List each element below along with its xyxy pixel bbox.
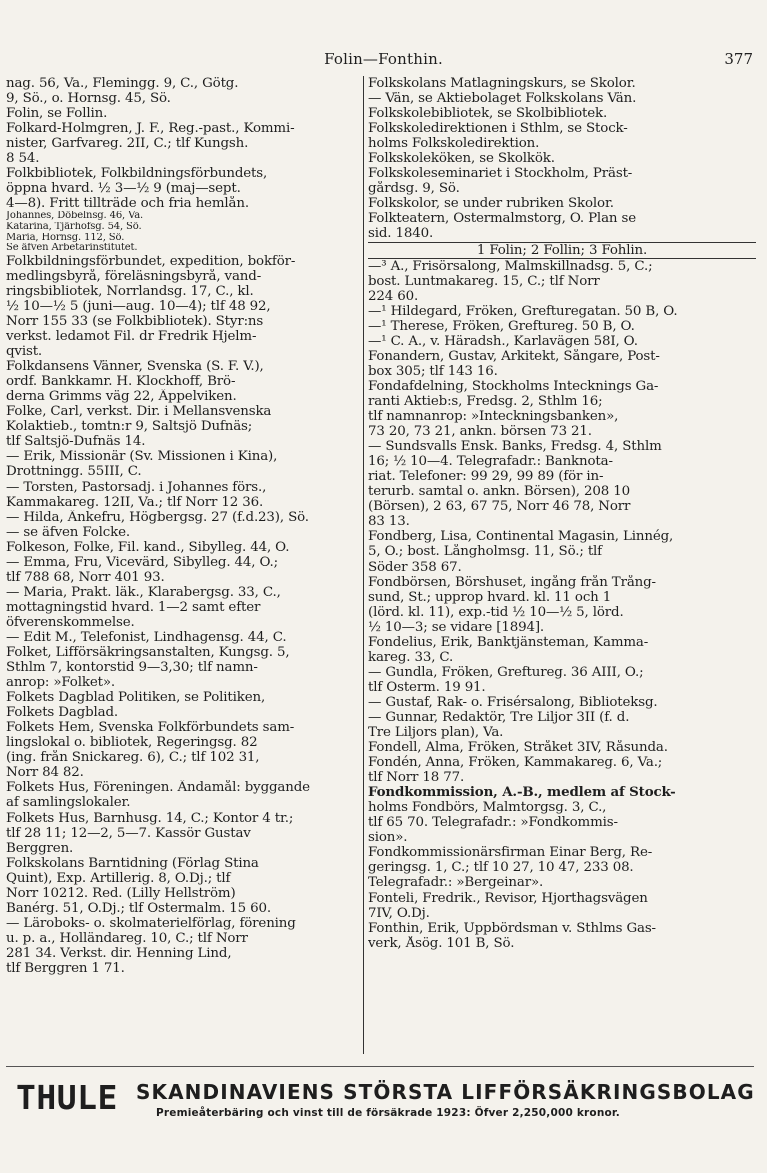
directory-entry-line: (lörd. kl. 11), exp.-tid ½ 10—½ 5, lörd.	[368, 604, 624, 620]
page-number: 377	[724, 50, 753, 68]
directory-entry-line: —¹ Therese, Fröken, Greftureg. 50 B, Ö.	[368, 318, 635, 334]
directory-entry-line: — Erik, Missionär (Sv. Missionen i Kina),	[6, 449, 278, 465]
directory-entry-line: 4—8). Fritt tillträde och fria hemlån.	[6, 196, 249, 212]
directory-entry-line: Fondafdelning, Stockholms Intecknings Ga-	[368, 378, 659, 394]
directory-entry-line: Folkets Hus, Föreningen. Ändamål: byggande	[6, 780, 310, 796]
directory-entry-line: tlf Saltsjö-Dufnäs 14.	[6, 434, 146, 450]
directory-entry-line: bost. Luntmakareg. 15, C.; tlf Norr	[368, 273, 600, 289]
directory-entry-line: Drottningg. 55III, C.	[6, 464, 142, 480]
directory-entry-line: tlf Norr 18 77.	[368, 770, 465, 786]
directory-entry-line: Fondell, Alma, Fröken, Stråket 3IV, Råsunda.	[368, 740, 668, 756]
brand-subline: Premieåterbäring och vinst till de försäkrade 1923: Öfver 2,250,000 kronor.	[156, 1107, 620, 1119]
directory-entry-line: 16; ½ 10—4. Telegrafadr.: Banknota-	[368, 454, 613, 470]
directory-entry-line: ½ 10—3; se vidare [1894].	[368, 619, 545, 635]
column-divider	[363, 76, 364, 1054]
directory-entry-line: 5, Ö.; bost. Långholmsg. 11, Sö.; tlf	[368, 544, 602, 560]
directory-entry-line: Katarina, Tjärhofsg. 54, Sö.	[6, 222, 142, 233]
directory-entry-line: Banérg. 51, Ö.Dj.; tlf Östermalm. 15 60.	[6, 900, 271, 916]
directory-entry-line: — Torsten, Pastorsadj. i Johannes förs.,	[6, 479, 267, 495]
directory-entry-line: 224 60.	[368, 288, 419, 304]
directory-entry-line: — Hilda, Änkefru, Högbergsg. 27 (f.d.23), Sö.	[6, 509, 309, 525]
directory-entry-line: terurb. samtal o. ankn. Börsen), 208 10	[368, 484, 630, 500]
directory-entry-line: Norr 10212. Red. (Lilly Hellström)	[6, 885, 236, 901]
directory-entry-line: — Sundsvalls Ensk. Banks, Fredsg. 4, Sthlm	[368, 439, 662, 455]
directory-entry-line: — se äfven Folcke.	[6, 524, 131, 540]
directory-entry-line: lingslokal o. bibliotek, Regeringsg. 82	[6, 735, 258, 751]
directory-entry-line: tlf Berggren 1 71.	[6, 961, 125, 976]
footer-rule	[6, 1066, 754, 1067]
directory-entry-line: Fonthin, Erik, Uppbördsman v. Sthlms Gas-	[368, 920, 656, 936]
directory-entry-line: Fonandern, Gustav, Arkitekt, Sångare, Post-	[368, 348, 660, 364]
directory-entry-line: Fonteli, Fredrik., Revisor, Hjorthagsvägen	[368, 890, 648, 906]
directory-entry-line: (Börsen), 2 63, 67 75, Norr 46 78, Norr	[368, 499, 631, 515]
directory-entry-line: nister, Garfvareg. 2II, C.; tlf Kungsh.	[6, 136, 249, 152]
directory-entry-line: tlf Österm. 19 91.	[368, 679, 486, 695]
directory-entry-line: holms Fondbörs, Malmtorgsg. 3, C.,	[368, 800, 607, 816]
directory-entry-line: — Maria, Prakt. läk., Klarabergsg. 33, C.,	[6, 584, 281, 600]
directory-entry-line: gårdsg. 9, Sö.	[368, 181, 460, 197]
directory-entry-line: kareg. 33, C.	[368, 649, 454, 665]
directory-entry-line: —¹ Hildegard, Fröken, Grefturegatan. 50 B, Ö.	[368, 303, 678, 319]
directory-entry-line: —¹ C. A., v. Häradsh., Karlavägen 58I, Ö.	[368, 333, 638, 349]
directory-entry-line: Folkbibliotek, Folkbildningsförbundets,	[6, 166, 268, 182]
directory-entry-line: Fondbörsen, Börshuset, ingång från Trång-	[368, 574, 656, 590]
directory-entry-line: 9, Sö., o. Hornsg. 45, Sö.	[6, 91, 171, 107]
directory-entry-line: Norr 155 33 (se Folkbibliotek). Styr:ns	[6, 313, 264, 329]
directory-entry-line: ½ 10—½ 5 (juni—aug. 10—4); tlf 48 92,	[6, 298, 271, 314]
directory-entry-line: Tre Liljors plan), Va.	[368, 725, 504, 741]
advertisement-footer	[16, 1076, 756, 1136]
directory-entry-line: Kolaktieb., tomtn:r 9, Saltsjö Dufnäs;	[6, 419, 253, 435]
directory-entry-line: Folkeson, Folke, Fil. kand., Sibylleg. 44, Ö.	[6, 539, 290, 555]
directory-entry-line: Maria, Hornsg. 112, Sö.	[6, 232, 125, 243]
directory-entry-line: —³ A., Frisörsalong, Malmskillnadsg. 5, C.;	[368, 258, 653, 274]
directory-entry-line: mottagningstid hvard. 1—2 samt efter	[6, 599, 261, 615]
directory-entry-line: Folkskolans Barntidning (Förlag Stina	[6, 855, 259, 871]
directory-entry-line: Folkets Dagblad.	[6, 705, 119, 721]
directory-entry-line: — Gunnar, Redaktör, Tre Liljor 3II (f. d.	[368, 709, 630, 725]
directory-entry-line: 73 20, 73 21, ankn. börsen 73 21.	[368, 424, 592, 440]
directory-entry-line: verkst. ledamot Fil. dr Fredrik Hjelm-	[6, 329, 257, 345]
directory-entry-line: — Gustaf, Rak- o. Frisérsalong, Biblioteksg.	[368, 694, 658, 710]
directory-entry-line: Johannes, Döbelnsg. 46, Va.	[6, 211, 144, 222]
directory-entry-line: Fondkommissionärsfirman Einar Berg, Re-	[368, 845, 653, 861]
directory-entry-line: tlf 28 11; 12—2, 5—7. Kassör Gustav	[6, 825, 251, 841]
directory-entry-line: Folkskolans Matlagningskurs, se Skolor.	[368, 76, 636, 91]
directory-entry-line: Folkbildningsförbundet, expedition, bokför-	[6, 253, 296, 269]
directory-entry-line: ordf. Bankkamr. H. Klockhoff, Brö-	[6, 374, 236, 390]
directory-entry-line: Folkskoleseminariet i Stockholm, Präst-	[368, 166, 633, 182]
directory-entry-line: ranti Aktieb:s, Fredsg. 2, Sthlm 16;	[368, 393, 603, 409]
directory-entry-line: 1 Folin; 2 Follin; 3 Fohlin.	[368, 243, 756, 259]
directory-entry-line: Folkets Dagblad Politiken, se Politiken,	[6, 690, 266, 706]
directory-entry-line: Sthlm 7, kontorstid 9—3,30; tlf namn-	[6, 660, 258, 676]
directory-entry-line: Folkets Hem, Svenska Folkförbundets sam-	[6, 720, 295, 736]
directory-entry-line: Folkskoledirektionen i Sthlm, se Stock-	[368, 121, 628, 137]
directory-entry-line: 83 13.	[368, 514, 410, 530]
directory-entry-line: derna Grimms väg 22, Äppelviken.	[6, 389, 237, 405]
directory-entry-line: Folke, Carl, verkst. Dir. i Mellansvenska	[6, 404, 272, 420]
directory-entry-line: tlf 788 68, Norr 401 93.	[6, 569, 165, 585]
directory-entry-line: Folkets Hus, Barnhusg. 14, C.; Kontor 4 tr.;	[6, 810, 294, 826]
directory-entry-line: öppna hvard. ½ 3—½ 9 (maj—sept.	[6, 181, 241, 197]
directory-entry-line: Folkskolebibliotek, se Skolbibliotek.	[368, 106, 608, 122]
directory-entry-line: Berggren.	[6, 840, 74, 856]
directory-entry-line: 8 54.	[6, 151, 40, 167]
directory-entry-line: Folkdansens Vänner, Svenska (S. F. V.),	[6, 359, 264, 375]
directory-entry-line: sid. 1840.	[368, 226, 756, 242]
directory-entry-line: — Emma, Fru, Vicevärd, Sibylleg. 44, Ö.;	[6, 554, 278, 570]
brand-slogan: SKANDINAVIENS STÖRSTA LIFFÖRSÄKRINGSBOLAG	[136, 1080, 755, 1104]
directory-entry-line: Folkard-Holmgren, J. F., Reg.-past., Kommi-	[6, 121, 295, 137]
left-column	[6, 76, 362, 1046]
directory-entry-line: 281 34. Verkst. dir. Henning Lind,	[6, 945, 232, 961]
right-column	[368, 76, 756, 1046]
brand-name: THULE	[16, 1078, 118, 1117]
directory-entry-line: Se äfven Arbetarinstitutet.	[6, 243, 138, 254]
directory-entry-line: Telegrafadr.: »Bergeinar».	[368, 875, 544, 891]
directory-entry-line: af samlingslokaler.	[6, 795, 131, 811]
directory-entry-line: Fondén, Anna, Fröken, Kammakareg. 6, Va.;	[368, 755, 663, 771]
directory-entry-line: u. p. a., Holländareg. 10, C.; tlf Norr	[6, 930, 248, 946]
directory-entry-line: — Läroboks- o. skolmaterielförlag, förening	[6, 915, 296, 931]
directory-entry-line: — Edit M., Telefonist, Lindhagensg. 44, C.	[6, 629, 287, 645]
directory-entry-line: sund, St.; upprop hvard. kl. 11 och 1	[368, 589, 612, 605]
directory-entry-line: ringsbibliotek, Norrlandsg. 17, C., kl.	[6, 283, 254, 299]
directory-entry-line: anrop: »Folket».	[6, 675, 115, 691]
directory-entry-line: Söder 358 67.	[368, 559, 462, 575]
directory-entry-line: Folket, Lifförsäkringsanstalten, Kungsg. 5,	[6, 645, 290, 661]
directory-entry-line: tlf namnanrop: »Inteckningsbanken»,	[368, 409, 619, 425]
directory-entry-line: qvist.	[6, 344, 43, 360]
running-title: Folin—Fonthin.	[324, 50, 443, 68]
directory-entry-line: nag. 56, Va., Flemingg. 9, C., Götg.	[6, 76, 239, 91]
directory-entry-line: box 305; tlf 143 16.	[368, 363, 498, 379]
directory-entry-line: (ing. från Snickareg. 6), C.; tlf 102 31,	[6, 750, 260, 766]
directory-entry-line: Norr 84 82.	[6, 765, 84, 781]
directory-entry-line: tlf 65 70. Telegrafadr.: »Fondkommis-	[368, 815, 618, 831]
directory-entry-line: Kammakareg. 12II, Va.; tlf Norr 12 36.	[6, 494, 264, 510]
directory-entry-line: medlingsbyrå, föreläsningsbyrå, vand-	[6, 268, 262, 284]
directory-entry-line: — Gundla, Fröken, Greftureg. 36 AIII, Ö.;	[368, 664, 644, 680]
directory-entry-line: öfverenskommelse.	[6, 614, 135, 630]
directory-entry-line: 7IV, Ö.Dj.	[368, 905, 430, 921]
directory-entry-line: sion».	[368, 830, 408, 846]
directory-entry-line: verk, Åsög. 101 B, Sö.	[368, 935, 515, 951]
directory-entry-line: Fondkommission, A.-B., medlem af Stock-	[368, 785, 676, 801]
directory-entry-line: Folkskoleköken, se Skolkök.	[368, 151, 555, 167]
directory-entry-line: Quint), Exp. Artillerig. 8, Ö.Dj.; tlf	[6, 870, 231, 886]
directory-entry-line: geringsg. 1, C.; tlf 10 27, 10 47, 233 08.	[368, 860, 634, 876]
directory-entry-line: Folin, se Follin.	[6, 106, 108, 122]
directory-entry-line: Folkteatern, Östermalmstorg, Ö. Plan se	[368, 211, 636, 227]
directory-entry-line: Fondelius, Erik, Banktjänsteman, Kamma-	[368, 634, 649, 650]
directory-entry-line: Fondberg, Lisa, Continental Magasin, Linnég,	[368, 529, 674, 545]
directory-entry-line: holms Folkskoledirektion.	[368, 136, 540, 152]
directory-entry-line: riat. Telefoner: 99 29, 99 89 (för in-	[368, 469, 604, 485]
directory-entry-line: Folkskolor, se under rubriken Skolor.	[368, 196, 614, 212]
directory-entry-line: — Vän, se Aktiebolaget Folkskolans Vän.	[368, 91, 637, 107]
